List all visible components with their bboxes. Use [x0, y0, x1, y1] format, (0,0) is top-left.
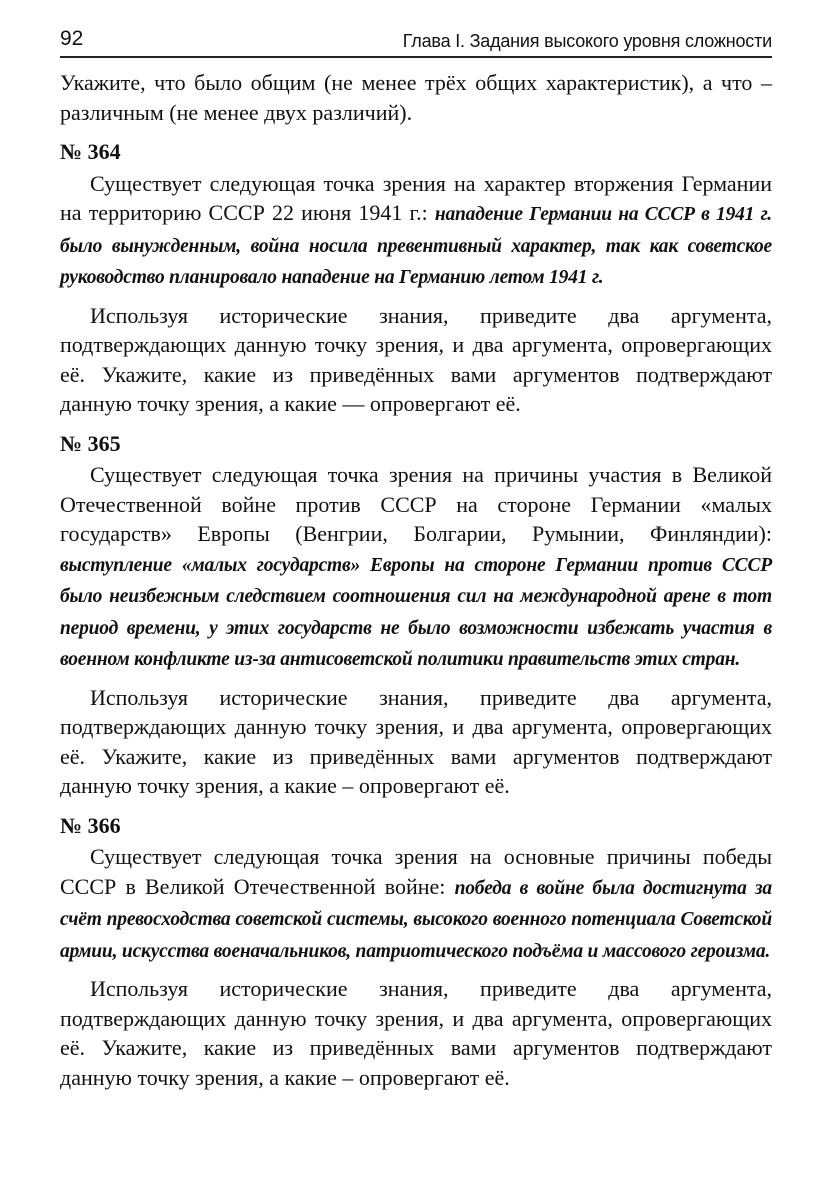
task-instruction: Используя исторические знания, приведите два аргумента, подтверждающих данную точку зрения, и два аргумента, опровергающих её. Укажите, какие из приведённых вами аргументов подтверждают данную точку зрения, а какие – опровергают её.	[60, 684, 772, 798]
intro-paragraph: Укажите, что было общим (не менее трёх общих характеристик), а что – различным (не менее двух различий).	[60, 70, 772, 125]
task-number: № 365	[60, 430, 121, 456]
task-number: № 366	[60, 812, 121, 838]
viewpoint-text: победа в войне была достигнута за счёт превосходства советской системы, высокого военного потенциала Советской армии, искусства военачальников, патриотического подъёма и массового героизма.	[60, 877, 772, 962]
task-number: № 364	[60, 139, 121, 164]
viewpoint-text: выступление «малых государств» Европы на стороне Германии против СССР было неизбежным следствием соотношения сил на международной арене в тот период времени, у этих государств не было возможности избежать участия в военном конфликте из-за антисоветской политики правительств этих стран.	[60, 554, 772, 670]
task-statement	[60, 460, 772, 675]
task-statement	[60, 169, 772, 293]
task-364	[60, 137, 772, 419]
statement-lead: Существует следующая точка зрения на характер вторжения Германии на территорию СССР 22 июня 1941 г.:	[60, 170, 772, 225]
statement-lead: Существует следующая точка зрения на причины участия в Великой Отечественной войне против СССР на стороне Германии «малых государств» Европы (Венгрии, Болгарии, Румынии, Финляндии):	[60, 462, 772, 546]
page-number: 92	[60, 27, 84, 50]
task-365	[60, 429, 772, 801]
running-title: Глава I. Задания высокого уровня сложности	[402, 31, 772, 51]
task-instruction: Используя исторические знания, приведите два аргумента, подтверждающих данную точку зрения, и два аргумента, опровергающих её. Укажите, какие из приведённых вами аргументов подтверждают данную точку зрения, а какие – опровергают её.	[60, 976, 772, 1090]
page-header	[60, 24, 772, 58]
task-instruction: Используя исторические знания, приведите два аргумента, подтверждающих данную точку зрения, и два аргумента, опровергающих её. Укажите, какие из приведённых вами аргументов подтверждают данную точку зрения, а какие — опровергают её.	[60, 302, 772, 416]
task-statement	[60, 842, 772, 966]
page-content	[60, 68, 772, 1092]
statement-lead: Существует следующая точка зрения на основные причины победы СССР в Великой Отечественной войне:	[60, 844, 772, 899]
task-366	[60, 811, 772, 1093]
viewpoint-text: нападение Германии на СССР в 1941 г. было вынужденным, война носила превентивный характер, так как советское руководство планировало нападение на Германию летом 1941 г.	[60, 204, 772, 288]
book-page	[60, 0, 772, 1181]
